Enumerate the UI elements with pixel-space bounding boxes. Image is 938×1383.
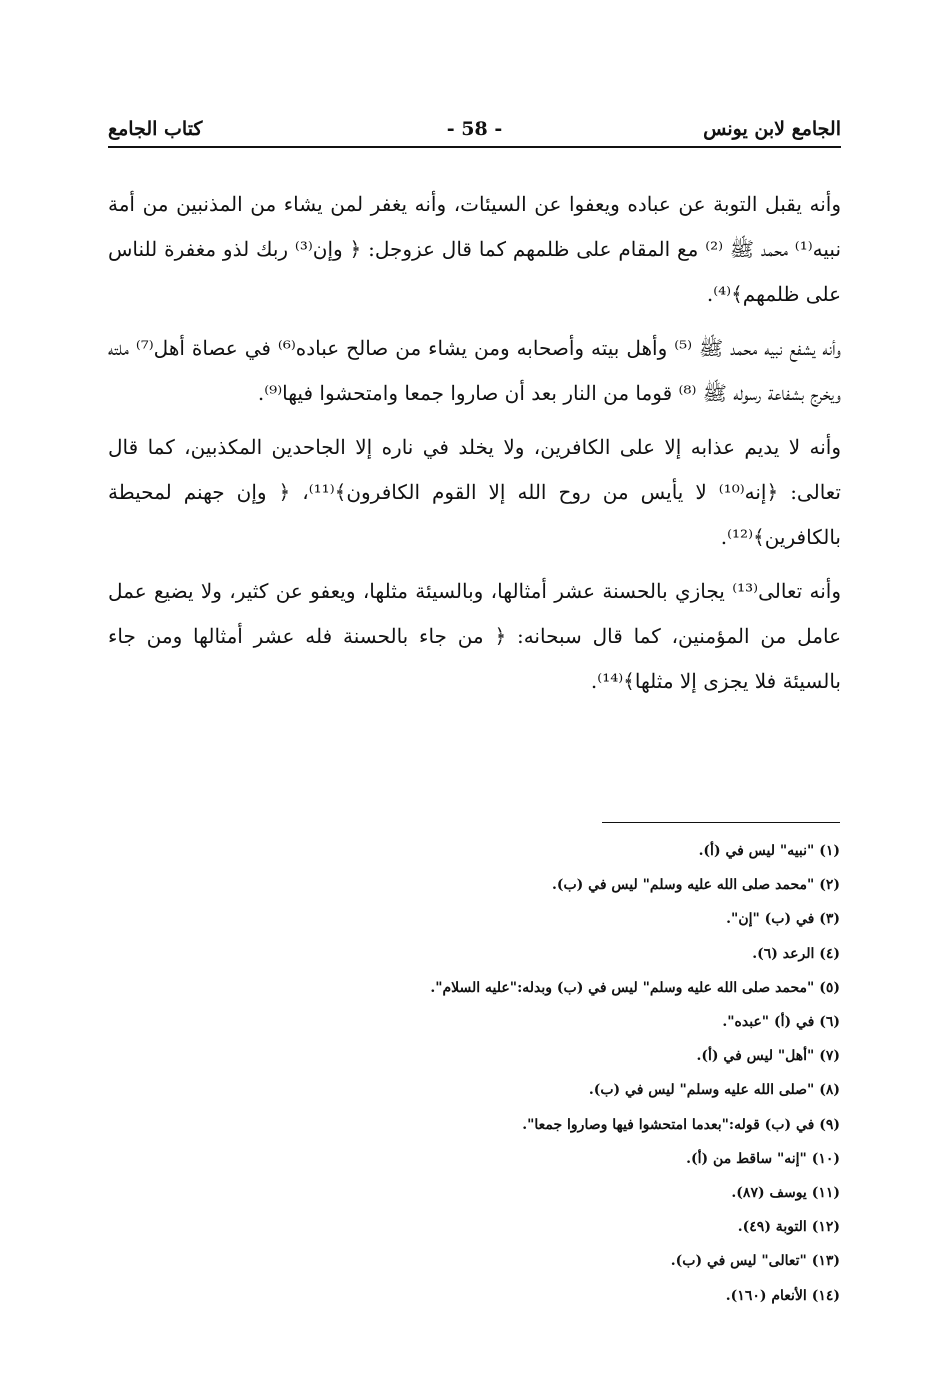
footnote-6: (٦) في (أ) "عبده".: [722, 1014, 840, 1031]
footnote-3: (٣) في (ب) "إن".: [726, 911, 840, 928]
book-title: الجامع لابن يونس: [703, 118, 841, 140]
footnote-12: (١٢) التوبة (٤٩).: [737, 1219, 840, 1236]
paragraph-1: وأنه يقبل التوبة عن عباده ويعفوا عن السيئات، وأنه يغفر لمن يشاء من المذنبين من أمة نبيه⁽¹⁾ محمد ﷺ ⁽²⁾ مع المقام على ظلمهم كما قال عزوجل: ﴿ وإن⁽³⁾ ربك لذو مغفرة للناس على ظلمهم﴾⁽⁴⁾.: [108, 192, 842, 306]
footnotes: [300, 834, 840, 1313]
footnote-11: (١١) يوسف (٨٧).: [731, 1185, 840, 1202]
footnote-13: (١٣) "تعالى" ليس في (ب).: [670, 1253, 840, 1270]
footnote-5: (٥) "محمد صلى الله عليه وسلم" ليس في (ب) وبدله:"عليه السلام".: [430, 979, 840, 996]
footnote-10: (١٠) "إنه" ساقط من (أ).: [686, 1150, 840, 1167]
footnote-1: (١) "نبيه" ليس في (أ).: [698, 843, 840, 859]
paragraph-4: وأنه تعالى⁽¹³⁾ يجازي بالحسنة عشر أمثالها، وبالسيئة مثلها، ويعفو عن كثير، ولا يضيع عمل عامل من المؤمنين، كما قال سبحانه: ﴿ من جاء بالحسنة فله عشر أمثالها ومن جاء بالسيئة فلا يجزى إلا مثلها﴾⁽¹⁴⁾.: [108, 579, 841, 693]
paragraph-2: وأنه يشفع نبيه محمد ﷺ ⁽⁵⁾ وأهل بيته وأصحابه ومن يشاء من صالح عباده⁽⁶⁾ في عصاة أهل⁽⁷⁾ ملته ويخرج بشفاعة رسوله ﷺ ⁽⁸⁾ قوما من النار بعد أن صاروا جمعا وامتحشوا فيها⁽⁹⁾.: [108, 336, 842, 405]
footnote-9: (٩) في (ب) قوله:"بعدما امتحشوا فيها وصاروا جمعا".: [522, 1116, 840, 1133]
main-text: [108, 182, 841, 713]
paragraph-3: وأنه لا يديم عذابه إلا على الكافرين، ولا يخلد في ناره إلا الجاحدين المكذبين، كما قال تعالى: ﴿إنه⁽¹⁰⁾ لا يأيس من روح الله إلا القوم الكافرون﴾⁽¹¹⁾، ﴿ وإن جهنم لمحيطة بالكافرين﴾⁽¹²⁾.: [108, 435, 842, 549]
section-title: كتاب الجامع: [108, 118, 203, 140]
footnote-separator: [602, 822, 840, 823]
footnote-8: (٨) "صلى الله عليه وسلم" ليس في (ب).: [588, 1082, 840, 1099]
footnote-7: (٧) "أهل" ليس في (أ).: [696, 1048, 840, 1065]
footnote-2: (٢) "محمد صلى الله عليه وسلم" ليس في (ب).: [552, 877, 840, 894]
page-header: [108, 118, 841, 148]
footnote-14: (١٤) الأنعام (١٦٠).: [725, 1287, 840, 1304]
footnote-4: (٤) الرعد (٦).: [752, 945, 840, 962]
page-number: - 58 -: [446, 118, 503, 140]
